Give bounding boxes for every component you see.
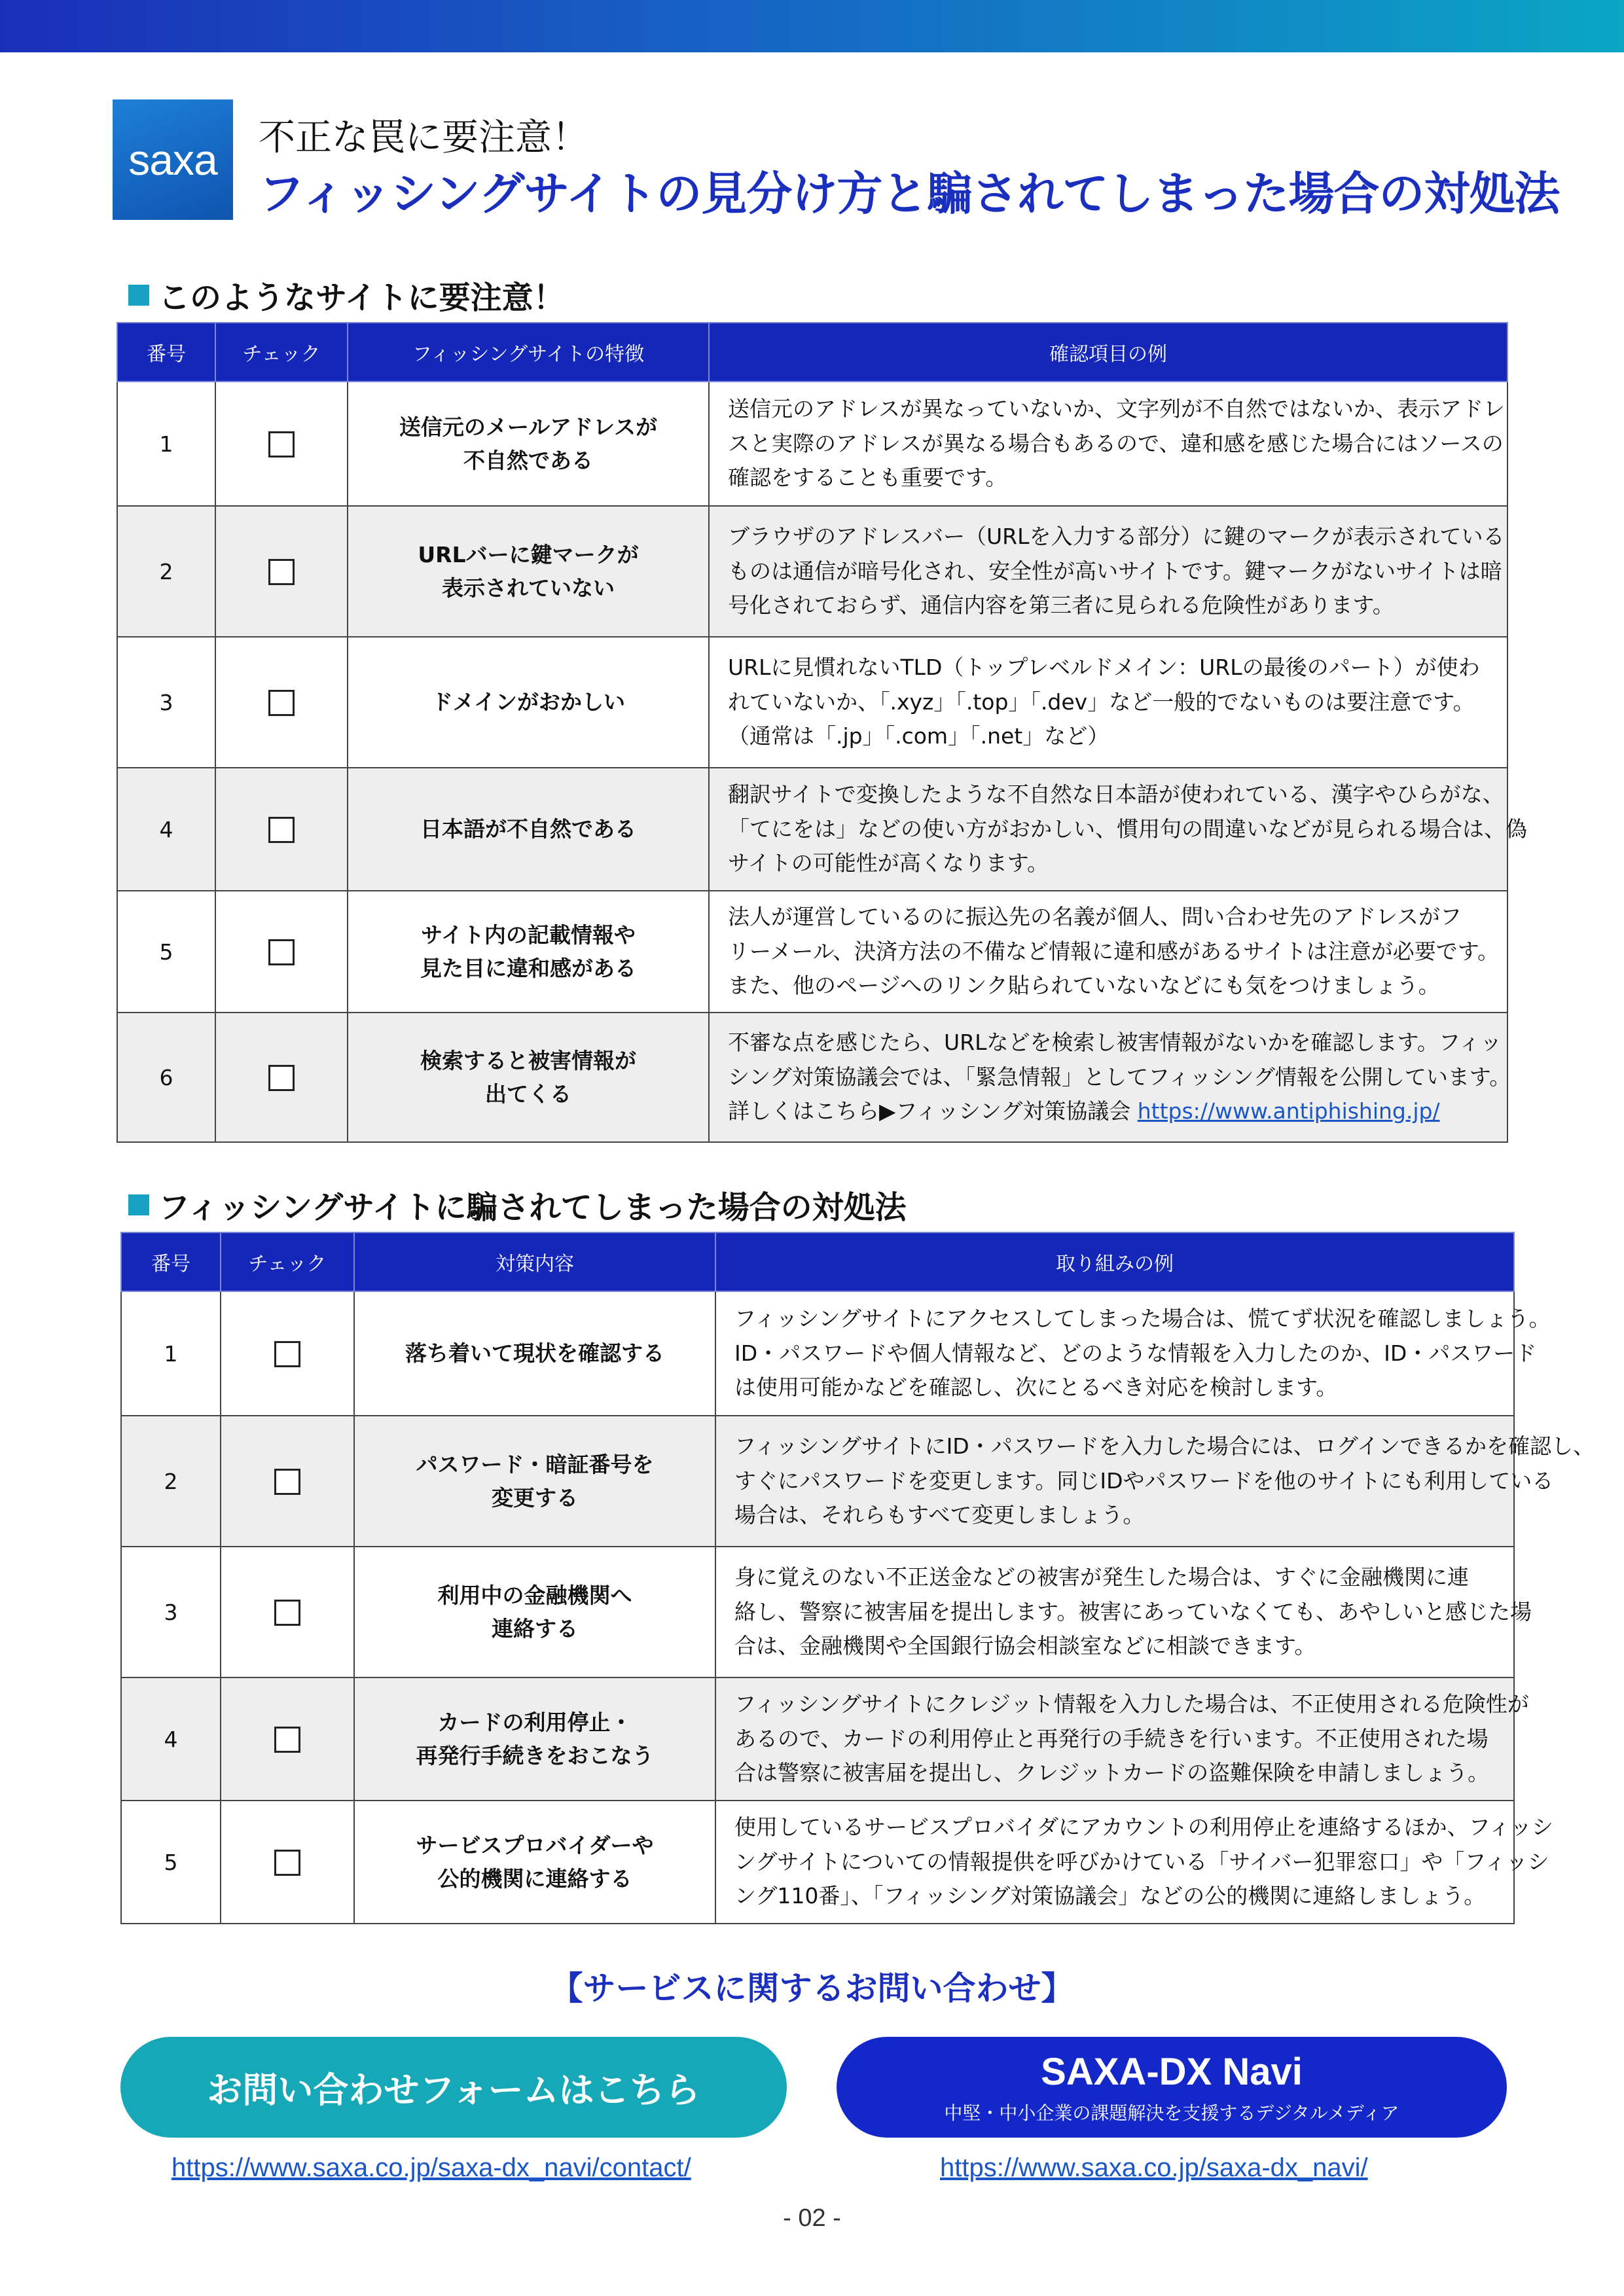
description-text: 確認をすることも重要です。 [728,465,1007,491]
table-row [121,1416,1514,1547]
square-bullet-icon [128,285,149,306]
table-row [121,1547,1514,1677]
check-cell [215,637,348,768]
description-text: ものは通信が暗号化され、安全性が高いサイトです。鍵マークがないサイトは暗 [728,558,1502,584]
description-line [728,900,1494,935]
description-line [734,1687,1529,1722]
check-cell [221,1291,354,1416]
feature-cell [354,1677,715,1801]
description-cell [709,637,1507,768]
description-line [734,1845,1549,1880]
description-cell [709,506,1507,637]
row-number: 1 [121,1291,221,1416]
row-number: 5 [121,1801,221,1924]
feature-line: 見た目に違和感がある [420,956,636,981]
row-number: 2 [121,1416,221,1547]
saxa-dx-navi-button[interactable] [837,2037,1507,2138]
antiphishing-link[interactable]: https://www.antiphishing.jp/ [1137,1098,1440,1124]
table-row [121,1677,1514,1801]
description-cell [709,1013,1511,1142]
feature-cell [354,1547,715,1677]
page-title: フィッシングサイトの見分け方と騙されてしまった場合の対処法 [259,167,1560,221]
description-cell [715,1801,1554,1924]
feature-line: 連絡する [492,1616,578,1641]
top-gradient-bar [0,0,1624,52]
description-line [728,969,1494,1003]
description-text: 号化されておらず、通信内容を第三者に見られる危険性があります。 [728,592,1394,619]
description-text: 身に覚えのない不正送金などの被害が発生した場合は、すぐに金融機関に連 [734,1564,1469,1590]
description-line [728,778,1504,812]
description-text: 詳しくはこちら▶フィッシング対策協議会 [728,1098,1138,1124]
description-line [734,1629,1500,1664]
table-row [117,637,1507,768]
description-line [728,392,1506,427]
description-line [728,846,1494,881]
description-text: 不審な点を感じたら、URLなどを検索し被害情報がないかを確認します。フィッ [728,1029,1502,1055]
description-text: リーメール、決済方法の不備など情報に違和感があるサイトは注意が必要です。 [728,938,1500,964]
feature-line: 検索すると被害情報が [420,1047,636,1073]
row-number: 3 [121,1547,221,1677]
description-text: 合は警察に被害届を提出し、クレジットカードの盗難保険を申請しましょう。 [734,1760,1490,1786]
contact-form-link[interactable]: https://www.saxa.co.jp/saxa-dx_navi/contact/ [171,2153,691,2182]
row-number: 2 [117,506,215,637]
description-line [728,651,1494,685]
description-cell [715,1547,1532,1677]
checkbox[interactable] [268,431,295,457]
feature-line: サイト内の記載情報や [421,922,636,948]
square-bullet-icon [128,1194,149,1215]
description-text: 翻訳サイトで変換したような不自然な日本語が使われている、漢字やひらがな、 [728,781,1504,807]
description-text: ングサイトについての情報提供を呼びかけている「サイバー犯罪窓口」や「フィッシ [734,1848,1549,1874]
feature-line: サービスプロバイダーや [416,1832,654,1858]
feature-line: URLバーに鍵マークが [418,541,639,567]
description-line [734,1302,1551,1336]
description-text: シング対策協議会では、「緊急情報」としてフィッシング情報を公開しています。 [728,1064,1511,1090]
description-line [728,1026,1502,1060]
description-line [728,520,1505,554]
checkbox[interactable] [268,559,295,585]
navi-button-subtitle: 中堅・中小企業の課題解決を支援するデジタルメディア [944,2102,1399,2124]
description-text: スと実際のアドレスが異なる場合もあるので、違和感を感じた場合にはソースの [728,430,1504,456]
page-number: - 02 - [783,2204,841,2232]
feature-line: 表示されていない [442,575,615,601]
check-cell [215,891,348,1013]
feature-line: パスワード・暗証番号を [416,1451,654,1477]
feature-cell [354,1801,715,1924]
col-header-measure: 対策内容 [354,1232,715,1291]
description-line [728,719,1494,754]
description-cell [715,1416,1595,1547]
description-line [734,1464,1554,1499]
description-line [734,1879,1500,1914]
col-header-check: チェック [215,323,348,382]
description-text: 「てにをは」などの使い方がおかしい、慣用句の間違いなどが見られる場合は、偽 [728,816,1527,842]
feature-cell [348,1013,709,1142]
description-text: 場合は、それらもすべて変更しましょう。 [734,1502,1145,1528]
description-text: フィッシングサイトにアクセスしてしまった場合は、慌てず状況を確認しましょう。 [734,1305,1551,1331]
saxa-dx-navi-link[interactable]: https://www.saxa.co.jp/saxa-dx_navi/ [940,2153,1368,2182]
checkbox[interactable] [268,939,295,965]
col-header-examples: 取り組みの例 [715,1232,1514,1291]
feature-line: 日本語が不自然である [420,816,636,842]
feature-cell [354,1291,715,1416]
check-cell [221,1547,354,1677]
description-line [728,588,1494,623]
description-text: は使用可能かなどを確認し、次にとるべき対応を検討します。 [734,1374,1338,1401]
table-header-row [117,323,1507,382]
feature-cell [348,506,709,637]
description-text: 合は、金融機関や全国銀行協会相談室などに相談できます。 [734,1633,1316,1659]
row-number: 4 [121,1677,221,1801]
description-line [728,554,1502,589]
checkbox[interactable] [268,1065,295,1091]
description-line [734,1810,1554,1845]
description-cell [715,1677,1529,1801]
col-header-feature: フィッシングサイトの特徴 [348,323,709,382]
description-line [728,461,1494,495]
description-text: 絡し、警察に被害届を提出します。被害にあっていなくても、あやしいと感じた場 [734,1598,1532,1624]
table-row [121,1291,1514,1416]
description-text: ブラウザのアドレスバー（URLを入力する部分）に鍵のマークが表示されている [728,523,1505,549]
table-row [117,506,1507,637]
description-text: サイトの可能性が高くなります。 [728,850,1049,876]
description-text: ID・パスワードや個人情報など、どのような情報を入力したのか、ID・パスワード [734,1340,1537,1366]
description-text: 送信元のアドレスが異なっていないか、文字列が不自然ではないか、表示アドレ [728,395,1506,422]
checkbox[interactable] [274,1600,300,1626]
feature-cell [348,891,709,1013]
checkbox[interactable] [274,1850,300,1876]
description-cell [709,768,1527,891]
description-line [728,1060,1511,1095]
feature-line: 落ち着いて現状を確認する [405,1340,664,1367]
feature-line: 送信元のメールアドレスが [399,414,658,440]
check-cell [221,1416,354,1547]
check-cell [215,768,348,891]
feature-line: ドメインがおかしい [431,689,625,715]
description-line [728,812,1527,847]
description-line [728,1094,1494,1129]
description-line [734,1429,1595,1464]
section1-heading-text: このようなサイトに要注意！ [158,279,565,316]
row-number: 5 [117,891,215,1013]
section1-heading [128,272,565,317]
description-text: （通常は「.jp」「.com」「.net」など） [728,723,1110,749]
check-cell [215,1013,348,1142]
feature-cell [348,637,709,768]
description-line [734,1371,1500,1405]
checkbox[interactable] [274,1469,300,1495]
checkbox[interactable] [274,1341,300,1367]
col-header-number: 番号 [121,1232,221,1291]
feature-cell [348,382,709,506]
description-cell [709,891,1507,1013]
section2-heading-text: フィッシングサイトに騙されてしまった場合の対処法 [158,1189,907,1226]
feature-line: 利用中の金融機関へ [437,1582,632,1608]
description-text: フィッシングサイトにID・パスワードを入力した場合には、ログインできるかを確認し、 [734,1433,1595,1459]
description-line [728,685,1494,720]
description-line [734,1336,1537,1371]
description-text: フィッシングサイトにクレジット情報を入力した場合は、不正使用される危険性が [734,1691,1529,1717]
description-line [734,1560,1500,1595]
description-line [728,935,1500,969]
page-subtitle: 不正な罠に要注意！ [259,117,588,159]
table-row [117,768,1507,891]
description-text: れていないか、「.xyz」「.top」「.dev」など一般的でないものは要注意です。 [728,689,1475,715]
description-line [734,1722,1500,1757]
description-text: 法人が運営しているのに振込先の名義が個人、問い合わせ先のアドレスがフ [728,903,1462,929]
description-line [734,1756,1500,1791]
description-line [734,1498,1500,1533]
contact-heading: 【サービスに関するお問い合わせ】 [550,1969,1074,2007]
row-number: 3 [117,637,215,768]
contact-form-button[interactable] [120,2037,787,2138]
description-line [734,1595,1532,1630]
feature-line: 変更する [492,1485,578,1511]
table-row [117,382,1507,506]
description-text: URLに見慣れないTLD（トップレベルドメイン：URLの最後のパート）が使わ [728,654,1480,680]
description-text: あるので、カードの利用停止と再発行の手続きを行います。不正使用された場 [734,1725,1489,1751]
logo-text: saxa [128,135,217,184]
feature-cell [354,1416,715,1547]
checkbox[interactable] [268,690,295,716]
description-text: ング110番」、「フィッシング対策協議会」などの公的機関に連絡しましょう。 [734,1883,1486,1909]
check-cell [221,1801,354,1924]
feature-line: 公的機関に連絡する [437,1866,632,1892]
col-header-examples: 確認項目の例 [709,323,1507,382]
section2-heading [128,1182,907,1227]
table-row [117,891,1507,1013]
description-line [728,427,1504,461]
feature-line: カードの利用停止・ [437,1709,632,1735]
row-number: 1 [117,382,215,506]
warning-signs-table [117,322,1527,1143]
description-cell [709,382,1507,506]
contact-form-button-label: お問い合わせフォームはこちら [207,2069,700,2111]
col-header-number: 番号 [117,323,215,382]
feature-line: 再発行手続きをおこなう [416,1743,654,1768]
table-row [121,1801,1514,1924]
description-text: すぐにパスワードを変更します。同じIDやパスワードを他のサイトにも利用している [734,1467,1554,1494]
row-number: 4 [117,768,215,891]
col-header-check: チェック [221,1232,354,1291]
check-cell [221,1677,354,1801]
countermeasures-table [120,1232,1595,1924]
checkbox[interactable] [268,817,295,843]
row-number: 6 [117,1013,215,1142]
check-cell [215,382,348,506]
checkbox[interactable] [274,1727,300,1753]
saxa-logo [113,99,233,220]
table-row [117,1013,1507,1142]
table-header-row [121,1232,1514,1291]
feature-cell [348,768,709,891]
check-cell [215,506,348,637]
feature-line: 出てくる [485,1081,571,1107]
description-text: また、他のページへのリンク貼られていないなどにも気をつけましょう。 [728,973,1440,999]
feature-line: 不自然である [463,448,593,473]
description-text: 使用しているサービスプロバイダにアカウントの利用停止を連絡するほか、フィッシ [734,1814,1554,1840]
navi-button-title: SAXA-DX Navi [1041,2050,1303,2093]
description-cell [715,1291,1551,1416]
